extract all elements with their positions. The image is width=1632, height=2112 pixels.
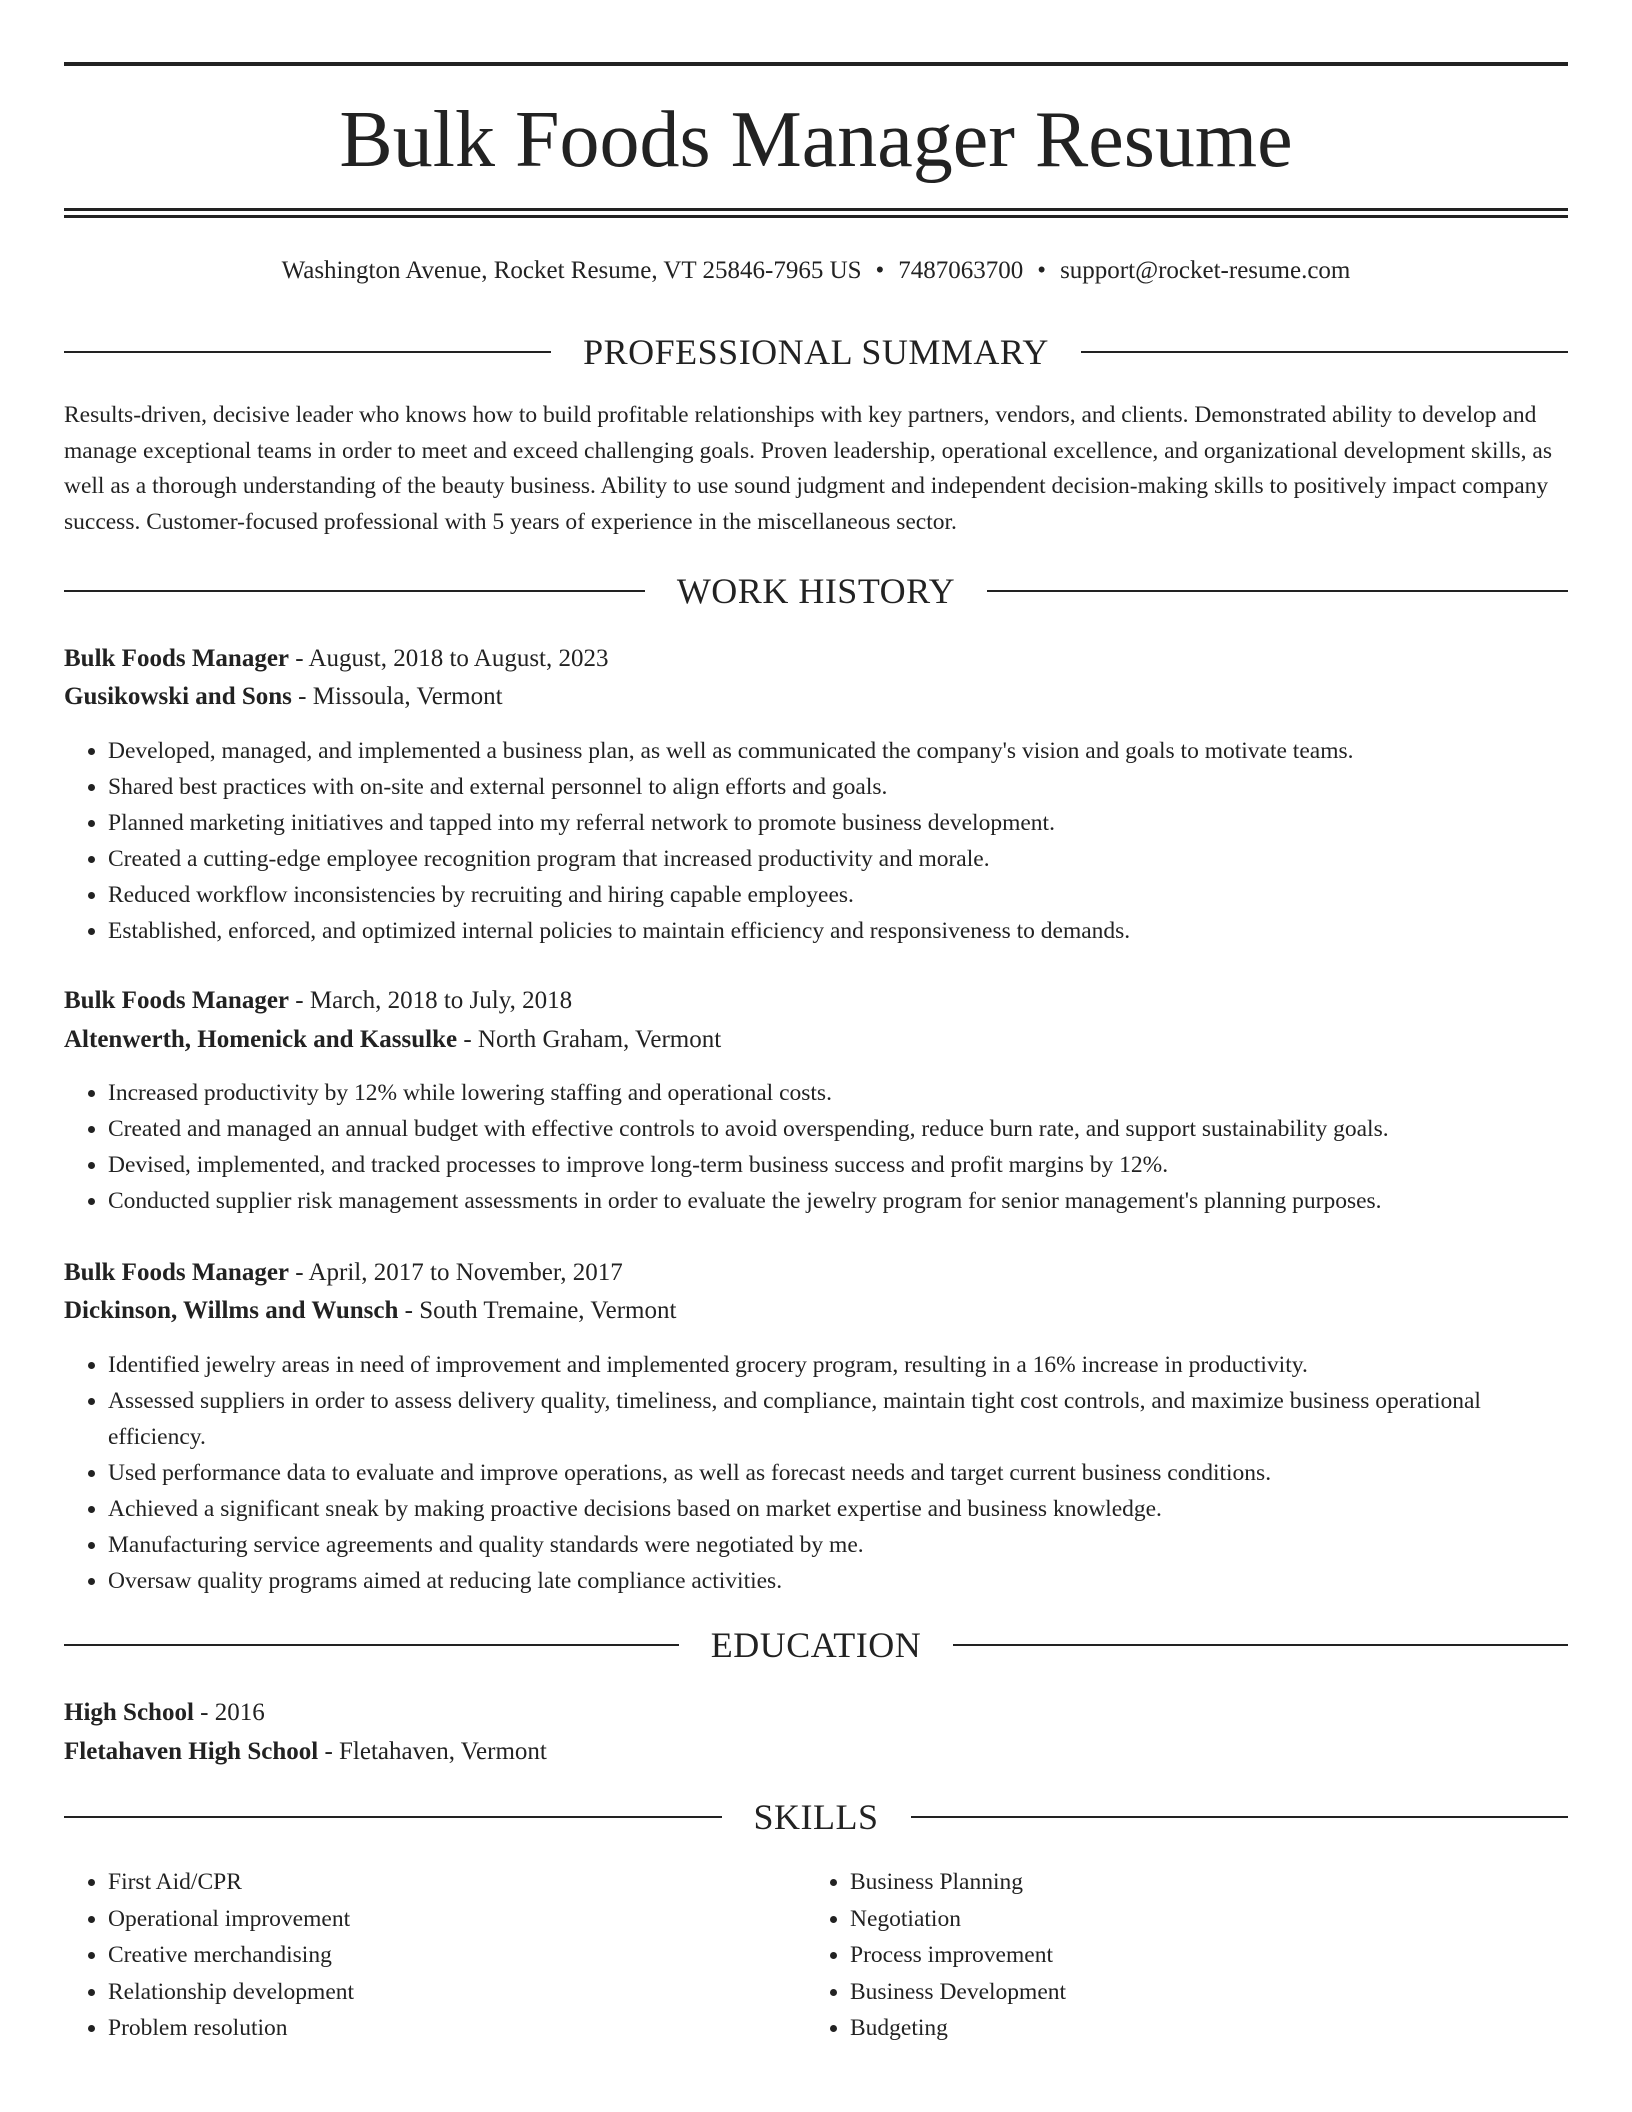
job-location: - South Tremaine, Vermont	[398, 1297, 677, 1324]
heading-rule-right	[953, 1644, 1568, 1646]
education-heading	[64, 1623, 1568, 1667]
job-bullet: • Reduced workflow inconsistencies by recruiting and hiring capable employees.	[108, 877, 1568, 913]
top-rule	[64, 62, 1568, 66]
job-company: Dickinson, Willms and Wunsch	[64, 1297, 399, 1324]
skill-item: • Relationship development	[108, 1974, 808, 2011]
job-company-line	[64, 1021, 1568, 1059]
skills-heading-label: SKILLS	[753, 1797, 879, 1837]
job-bullet: • Planned marketing initiatives and tapped into my referral network to promote business development.	[108, 805, 1568, 841]
education-degree-line	[64, 1694, 1568, 1732]
skill-item: • Negotiation	[850, 1901, 1550, 1938]
job-dates: - August, 2018 to August, 2023	[289, 645, 609, 672]
education-degree: High School	[64, 1699, 194, 1726]
heading-rule-left	[64, 590, 645, 592]
skill-item: • Budgeting	[850, 2010, 1550, 2047]
job-company-line	[64, 678, 1568, 716]
job-bullet: • Increased productivity by 12% while lowering staffing and operational costs.	[108, 1075, 1568, 1111]
job-dates: - March, 2018 to July, 2018	[289, 987, 573, 1014]
skill-item: • Problem resolution	[108, 2010, 808, 2047]
job-bullets	[64, 1347, 1568, 1599]
job-bullet: • Conducted supplier risk management assessments in order to evaluate the jewelry program for senior management's planning purposes.	[108, 1183, 1568, 1219]
skill-item: • First Aid/CPR	[108, 1864, 808, 1901]
job-bullet: • Created and managed an annual budget with effective controls to avoid overspending, reduce burn rate, and support sustainability goals.	[108, 1111, 1568, 1147]
skill-item: • Business Planning	[850, 1864, 1550, 1901]
job-bullet: • Used performance data to evaluate and improve operations, as well as forecast needs and target current business conditions.	[108, 1455, 1568, 1491]
job-title: Bulk Foods Manager	[64, 645, 290, 672]
job-bullet: • Devised, implemented, and tracked processes to improve long-term business success and profit margins by 12%.	[108, 1147, 1568, 1183]
job-company: Altenwerth, Homenick and Kassulke	[64, 1026, 458, 1053]
job-bullets	[64, 1075, 1568, 1219]
heading-rule-left	[64, 1644, 679, 1646]
skills-list-right	[806, 1864, 1550, 2047]
job-title-line	[64, 1254, 1568, 1292]
resume-title: Bulk Foods Manager Resume	[339, 96, 1293, 184]
job-bullet: • Manufacturing service agreements and quality standards were negotiated by me.	[108, 1527, 1568, 1563]
job-bullet: • Identified jewelry areas in need of improvement and implemented grocery program, resulting in a 16% increase in productivity.	[108, 1347, 1568, 1383]
education-year: - 2016	[193, 1699, 265, 1726]
job-company: Gusikowski and Sons	[64, 683, 292, 710]
job-title: Bulk Foods Manager	[64, 987, 290, 1014]
contact-line	[64, 252, 1568, 290]
job-location: - North Graham, Vermont	[457, 1026, 722, 1053]
job-bullet: • Established, enforced, and optimized internal policies to maintain efficiency and responsiveness to demands.	[108, 913, 1568, 949]
job-company-line	[64, 1292, 1568, 1330]
job-bullet: • Shared best practices with on-site and external personnel to align efforts and goals.	[108, 769, 1568, 805]
education-location: - Fletahaven, Vermont	[318, 1738, 547, 1765]
job-title: Bulk Foods Manager	[64, 1259, 290, 1286]
heading-rule-right	[987, 590, 1568, 592]
job-title-line	[64, 982, 1568, 1020]
job-bullet: • Assessed suppliers in order to assess delivery quality, timeliness, and compliance, maintain tight cost controls, and maximize business operational efficiency.	[108, 1383, 1568, 1455]
skills-heading	[64, 1795, 1568, 1839]
education-heading-label: EDUCATION	[710, 1625, 922, 1665]
skill-item: • Creative merchandising	[108, 1937, 808, 1974]
job-bullet: • Oversaw quality programs aimed at reducing late compliance activities.	[108, 1563, 1568, 1599]
summary-heading	[64, 330, 1568, 374]
heading-rule-left	[64, 1816, 722, 1818]
contact-email: support@rocket-resume.com	[1060, 257, 1351, 284]
work-history-heading-label: WORK HISTORY	[676, 571, 956, 611]
job-title-line	[64, 640, 1568, 678]
contact-phone: 7487063700	[898, 257, 1024, 284]
job-bullet: • Achieved a significant sneak by making proactive decisions based on market expertise and business knowledge.	[108, 1491, 1568, 1527]
education-school-line	[64, 1733, 1568, 1771]
skill-item: • Business Development	[850, 1974, 1550, 2011]
job-bullets	[64, 733, 1568, 949]
heading-rule-right	[911, 1816, 1569, 1818]
contact-address: Washington Avenue, Rocket Resume, VT 25846-7965 US	[281, 257, 862, 284]
heading-rule-right	[1081, 351, 1568, 353]
job-dates: - April, 2017 to November, 2017	[289, 1259, 623, 1286]
contact-separator: •	[875, 257, 885, 284]
job-bullet: • Developed, managed, and implemented a business plan, as well as communicated the company's vision and goals to motivate teams.	[108, 733, 1568, 769]
skill-item: • Process improvement	[850, 1937, 1550, 1974]
job-location: - Missoula, Vermont	[291, 683, 503, 710]
contact-separator: •	[1037, 257, 1047, 284]
title-double-rule	[64, 208, 1568, 218]
summary-heading-label: PROFESSIONAL SUMMARY	[583, 332, 1049, 372]
heading-rule-left	[64, 351, 551, 353]
education-school: Fletahaven High School	[64, 1738, 319, 1765]
skills-list-left	[64, 1864, 808, 2047]
job-bullet: • Created a cutting-edge employee recognition program that increased productivity and morale.	[108, 841, 1568, 877]
skill-item: • Operational improvement	[108, 1901, 808, 1938]
summary-text: Results-driven, decisive leader who knows how to build profitable relationships with key partners, vendors, and clients. Demonstrated ability to develop and manage exceptional teams in order to meet and exceed challenging goals. Proven leadership, operational excellence, and organizational development skills, as well as a thorough understanding of the beauty business. Ability to use sound judgment and independent decision-making skills to positively impact company success. Customer-focused professional with 5 years of experience in the miscellaneous sector.	[64, 402, 1553, 535]
work-history-heading	[64, 569, 1568, 613]
